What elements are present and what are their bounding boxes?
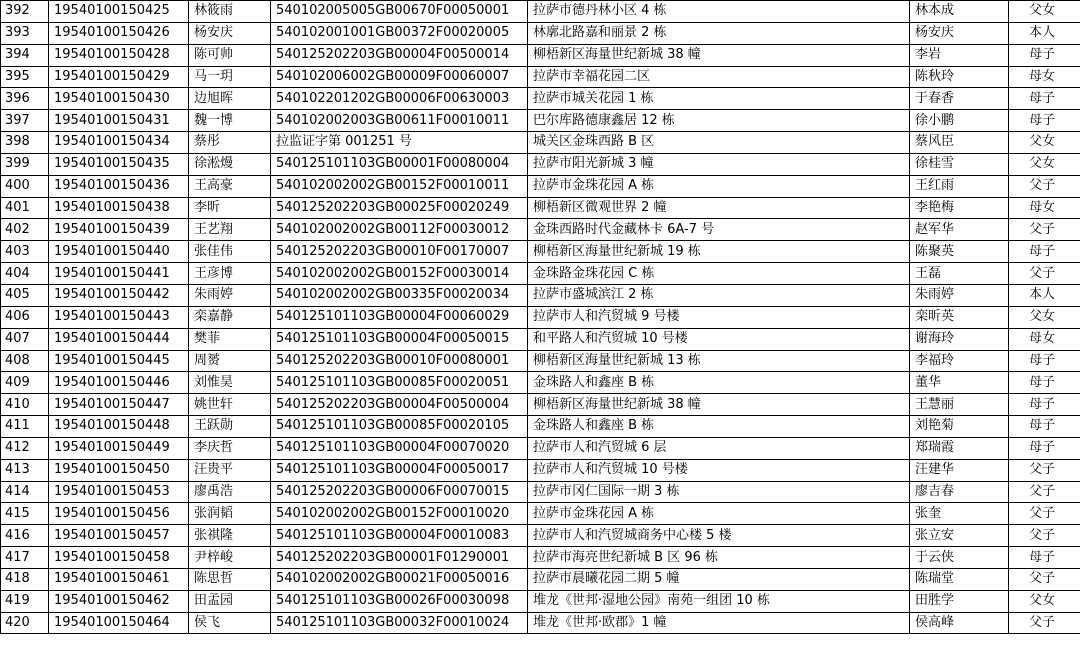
applicant-name-cell: 刘惟昊	[189, 372, 271, 394]
table-row	[1, 350, 1080, 372]
relationship-cell: 母子	[1009, 416, 1080, 438]
application-id-cell: 19540100150431	[49, 110, 189, 132]
application-id-cell: 19540100150435	[49, 153, 189, 175]
row-number-cell: 398	[1, 132, 49, 154]
relationship-cell: 父女	[1009, 132, 1080, 154]
property-owner-cell: 陈瑞堂	[910, 568, 1009, 590]
application-id-cell: 19540100150438	[49, 197, 189, 219]
row-number-cell: 396	[1, 88, 49, 110]
table-row	[1, 547, 1080, 569]
row-number-cell: 400	[1, 175, 49, 197]
certificate-number-cell: 540125202203GB00004F00500014	[271, 44, 528, 66]
table-row	[1, 44, 1080, 66]
certificate-number-cell: 540125202203GB00006F00070015	[271, 481, 528, 503]
property-owner-cell: 李福玲	[910, 350, 1009, 372]
address-cell: 拉萨市人和汽贸城 10 号楼	[528, 459, 910, 481]
address-cell: 柳梧新区海量世纪新城 38 幢	[528, 394, 910, 416]
address-cell: 巴尔库路德康鑫居 12 栋	[528, 110, 910, 132]
relationship-cell: 母子	[1009, 372, 1080, 394]
address-cell: 拉萨市城关花园 1 栋	[528, 88, 910, 110]
table-row	[1, 306, 1080, 328]
address-cell: 林廓北路嘉和丽景 2 栋	[528, 22, 910, 44]
applicant-name-cell: 李庆哲	[189, 437, 271, 459]
applicant-name-cell: 廖禹浩	[189, 481, 271, 503]
application-id-cell: 19540100150425	[49, 1, 189, 23]
certificate-number-cell: 540102002002GB00152F00030014	[271, 263, 528, 285]
property-owner-cell: 于春香	[910, 88, 1009, 110]
address-cell: 堆龙《世邦·欧郡》1 幢	[528, 612, 910, 634]
table-row	[1, 481, 1080, 503]
relationship-cell: 母子	[1009, 88, 1080, 110]
applicant-name-cell: 汪贵平	[189, 459, 271, 481]
row-number-cell: 417	[1, 547, 49, 569]
certificate-number-cell: 540125101103GB00004F00010083	[271, 525, 528, 547]
application-id-cell: 19540100150462	[49, 590, 189, 612]
relationship-cell: 父子	[1009, 503, 1080, 525]
certificate-number-cell: 540102002002GB00335F00020034	[271, 284, 528, 306]
table-row	[1, 612, 1080, 634]
application-id-cell: 19540100150444	[49, 328, 189, 350]
application-id-cell: 19540100150443	[49, 306, 189, 328]
application-id-cell: 19540100150449	[49, 437, 189, 459]
row-number-cell: 393	[1, 22, 49, 44]
applicant-name-cell: 林筱雨	[189, 1, 271, 23]
relationship-cell: 母子	[1009, 110, 1080, 132]
property-owner-cell: 于云侠	[910, 547, 1009, 569]
application-id-cell: 19540100150446	[49, 372, 189, 394]
certificate-number-cell: 540125101103GB00085F00020105	[271, 416, 528, 438]
table-row	[1, 22, 1080, 44]
relationship-cell: 父子	[1009, 481, 1080, 503]
address-cell: 拉萨市人和汽贸城商务中心楼 5 楼	[528, 525, 910, 547]
address-cell: 金珠西路时代金藏林卡 6A-7 号	[528, 219, 910, 241]
table-row	[1, 568, 1080, 590]
application-id-cell: 19540100150442	[49, 284, 189, 306]
row-number-cell: 394	[1, 44, 49, 66]
address-cell: 和平路人和汽贸城 10 号楼	[528, 328, 910, 350]
certificate-number-cell: 540102002003GB00611F00010011	[271, 110, 528, 132]
row-number-cell: 420	[1, 612, 49, 634]
certificate-number-cell: 540125101103GB00085F00020051	[271, 372, 528, 394]
table-body	[1, 1, 1080, 634]
application-id-cell: 19540100150450	[49, 459, 189, 481]
row-number-cell: 409	[1, 372, 49, 394]
row-number-cell: 413	[1, 459, 49, 481]
property-owner-cell: 谢海玲	[910, 328, 1009, 350]
address-cell: 金珠路人和鑫座 B 栋	[528, 416, 910, 438]
address-cell: 拉萨市金珠花园 A 栋	[528, 503, 910, 525]
row-number-cell: 405	[1, 284, 49, 306]
address-cell: 柳梧新区海量世纪新城 38 幢	[528, 44, 910, 66]
address-cell: 拉萨市晨曦花园二期 5 幢	[528, 568, 910, 590]
row-number-cell: 397	[1, 110, 49, 132]
relationship-cell: 父子	[1009, 612, 1080, 634]
relationship-cell: 母女	[1009, 328, 1080, 350]
relationship-cell: 父子	[1009, 568, 1080, 590]
table-row	[1, 525, 1080, 547]
relationship-cell: 本人	[1009, 22, 1080, 44]
table-row	[1, 284, 1080, 306]
applicant-name-cell: 王艺翔	[189, 219, 271, 241]
certificate-number-cell: 540125101103GB00026F00030098	[271, 590, 528, 612]
application-id-cell: 19540100150445	[49, 350, 189, 372]
row-number-cell: 392	[1, 1, 49, 23]
application-id-cell: 19540100150441	[49, 263, 189, 285]
application-id-cell: 19540100150457	[49, 525, 189, 547]
table-row	[1, 437, 1080, 459]
certificate-number-cell: 540125202203GB00025F00020249	[271, 197, 528, 219]
relationship-cell: 父女	[1009, 1, 1080, 23]
table-row	[1, 197, 1080, 219]
address-cell: 拉萨市德丹林小区 4 栋	[528, 1, 910, 23]
relationship-cell: 父子	[1009, 459, 1080, 481]
row-number-cell: 401	[1, 197, 49, 219]
certificate-number-cell: 540102005005GB00670F00050001	[271, 1, 528, 23]
application-id-cell: 19540100150458	[49, 547, 189, 569]
application-id-cell: 19540100150447	[49, 394, 189, 416]
table-row	[1, 241, 1080, 263]
property-owner-cell: 张奎	[910, 503, 1009, 525]
address-cell: 城关区金珠西路 B 区	[528, 132, 910, 154]
applicant-name-cell: 朱雨婷	[189, 284, 271, 306]
row-number-cell: 419	[1, 590, 49, 612]
property-owner-cell: 刘艳菊	[910, 416, 1009, 438]
row-number-cell: 418	[1, 568, 49, 590]
applicant-name-cell: 栾嘉静	[189, 306, 271, 328]
relationship-cell: 母女	[1009, 66, 1080, 88]
row-number-cell: 416	[1, 525, 49, 547]
row-number-cell: 412	[1, 437, 49, 459]
certificate-number-cell: 540102002002GB00152F00010020	[271, 503, 528, 525]
property-owner-cell: 蔡风臣	[910, 132, 1009, 154]
table-row	[1, 219, 1080, 241]
address-cell: 柳梧新区海量世纪新城 19 栋	[528, 241, 910, 263]
relationship-cell: 父子	[1009, 219, 1080, 241]
application-id-cell: 19540100150429	[49, 66, 189, 88]
row-number-cell: 407	[1, 328, 49, 350]
address-cell: 柳梧新区微观世界 2 幢	[528, 197, 910, 219]
property-owner-cell: 徐桂雪	[910, 153, 1009, 175]
row-number-cell: 395	[1, 66, 49, 88]
applicant-name-cell: 姚世轩	[189, 394, 271, 416]
row-number-cell: 415	[1, 503, 49, 525]
certificate-number-cell: 540125101103GB00001F00080004	[271, 153, 528, 175]
certificate-number-cell: 540125202203GB00004F00500004	[271, 394, 528, 416]
applicant-name-cell: 陈思哲	[189, 568, 271, 590]
applicant-name-cell: 樊菲	[189, 328, 271, 350]
address-cell: 拉萨市幸福花园二区	[528, 66, 910, 88]
applicant-name-cell: 魏一博	[189, 110, 271, 132]
table-row	[1, 328, 1080, 350]
certificate-number-cell: 540125202203GB00010F00080001	[271, 350, 528, 372]
property-owner-cell: 王磊	[910, 263, 1009, 285]
row-number-cell: 402	[1, 219, 49, 241]
property-owner-cell: 林本成	[910, 1, 1009, 23]
property-owner-cell: 徐小鹏	[910, 110, 1009, 132]
applicant-name-cell: 徐淞熳	[189, 153, 271, 175]
relationship-cell: 母子	[1009, 350, 1080, 372]
property-owner-cell: 廖吉春	[910, 481, 1009, 503]
address-cell: 金珠路金珠花园 C 栋	[528, 263, 910, 285]
application-id-cell: 19540100150464	[49, 612, 189, 634]
row-number-cell: 411	[1, 416, 49, 438]
relationship-cell: 父女	[1009, 306, 1080, 328]
property-owner-cell: 王红雨	[910, 175, 1009, 197]
relationship-cell: 母子	[1009, 437, 1080, 459]
certificate-number-cell: 540125101103GB00032F00010024	[271, 612, 528, 634]
property-owner-cell: 张立安	[910, 525, 1009, 547]
certificate-number-cell: 540102001001GB00372F00020005	[271, 22, 528, 44]
applicant-name-cell: 陈可帅	[189, 44, 271, 66]
address-cell: 拉萨市盛城滨江 2 栋	[528, 284, 910, 306]
applicant-name-cell: 张润韬	[189, 503, 271, 525]
applicant-name-cell: 王彦博	[189, 263, 271, 285]
property-owner-cell: 陈秋玲	[910, 66, 1009, 88]
row-number-cell: 410	[1, 394, 49, 416]
property-owner-cell: 汪建华	[910, 459, 1009, 481]
application-id-cell: 19540100150436	[49, 175, 189, 197]
applicant-name-cell: 王高豪	[189, 175, 271, 197]
property-owner-cell: 董华	[910, 372, 1009, 394]
applicant-name-cell: 尹梓峻	[189, 547, 271, 569]
applicant-name-cell: 蔡彤	[189, 132, 271, 154]
table-row	[1, 88, 1080, 110]
property-owner-cell: 侯高峰	[910, 612, 1009, 634]
certificate-number-cell: 540102002002GB00112F00030012	[271, 219, 528, 241]
application-id-cell: 19540100150453	[49, 481, 189, 503]
property-owner-cell: 李岩	[910, 44, 1009, 66]
application-id-cell: 19540100150430	[49, 88, 189, 110]
applicant-name-cell: 王跃勋	[189, 416, 271, 438]
certificate-number-cell: 540125202203GB00010F00170007	[271, 241, 528, 263]
applicant-name-cell: 马一玥	[189, 66, 271, 88]
relationship-cell: 母子	[1009, 394, 1080, 416]
address-cell: 拉萨市金珠花园 A 栋	[528, 175, 910, 197]
application-id-cell: 19540100150461	[49, 568, 189, 590]
address-cell: 金珠路人和鑫座 B 栋	[528, 372, 910, 394]
table-row	[1, 590, 1080, 612]
certificate-number-cell: 540102201202GB00006F00630003	[271, 88, 528, 110]
row-number-cell: 399	[1, 153, 49, 175]
certificate-number-cell: 540125101103GB00004F00050017	[271, 459, 528, 481]
property-owner-cell: 栾昕英	[910, 306, 1009, 328]
table-row	[1, 416, 1080, 438]
table-row	[1, 132, 1080, 154]
relationship-cell: 本人	[1009, 284, 1080, 306]
application-id-cell: 19540100150448	[49, 416, 189, 438]
property-owner-cell: 李艳梅	[910, 197, 1009, 219]
table-row	[1, 1, 1080, 23]
application-id-cell: 19540100150426	[49, 22, 189, 44]
applicant-name-cell: 张佳伟	[189, 241, 271, 263]
table-row	[1, 175, 1080, 197]
applicant-name-cell: 侯飞	[189, 612, 271, 634]
property-owner-cell: 杨安庆	[910, 22, 1009, 44]
row-number-cell: 404	[1, 263, 49, 285]
certificate-number-cell: 540125101103GB00004F00070020	[271, 437, 528, 459]
application-id-cell: 19540100150456	[49, 503, 189, 525]
applicant-name-cell: 边旭晖	[189, 88, 271, 110]
table-row	[1, 66, 1080, 88]
certificate-number-cell: 540102002002GB00152F00010011	[271, 175, 528, 197]
table-row	[1, 263, 1080, 285]
address-cell: 拉萨市阳光新城 3 幢	[528, 153, 910, 175]
address-cell: 堆龙《世邦·湿地公园》南苑一组团 10 栋	[528, 590, 910, 612]
application-id-cell: 19540100150434	[49, 132, 189, 154]
row-number-cell: 406	[1, 306, 49, 328]
row-number-cell: 403	[1, 241, 49, 263]
applicant-name-cell: 张祺隆	[189, 525, 271, 547]
address-cell: 拉萨市海亮世纪新城 B 区 96 栋	[528, 547, 910, 569]
certificate-number-cell: 540102006002GB00009F00060007	[271, 66, 528, 88]
certificate-number-cell: 拉监证字第 001251 号	[271, 132, 528, 154]
property-owner-cell: 朱雨婷	[910, 284, 1009, 306]
relationship-cell: 父女	[1009, 590, 1080, 612]
address-cell: 拉萨市冈仁国际一期 3 栋	[528, 481, 910, 503]
property-owner-cell: 王慧丽	[910, 394, 1009, 416]
table-row	[1, 110, 1080, 132]
table-row	[1, 394, 1080, 416]
row-number-cell: 414	[1, 481, 49, 503]
relationship-cell: 父女	[1009, 153, 1080, 175]
relationship-cell: 母女	[1009, 197, 1080, 219]
property-owner-cell: 田胜学	[910, 590, 1009, 612]
application-id-cell: 19540100150428	[49, 44, 189, 66]
relationship-cell: 父子	[1009, 525, 1080, 547]
application-id-cell: 19540100150439	[49, 219, 189, 241]
certificate-number-cell: 540102002002GB00021F00050016	[271, 568, 528, 590]
relationship-cell: 父子	[1009, 263, 1080, 285]
address-cell: 拉萨市人和汽贸城 6 层	[528, 437, 910, 459]
certificate-number-cell: 540125202203GB00001F01290001	[271, 547, 528, 569]
table-row	[1, 372, 1080, 394]
property-owner-cell: 赵军华	[910, 219, 1009, 241]
table-row	[1, 153, 1080, 175]
applicant-name-cell: 田孟园	[189, 590, 271, 612]
certificate-number-cell: 540125101103GB00004F00050015	[271, 328, 528, 350]
property-owner-cell: 陈聚英	[910, 241, 1009, 263]
relationship-cell: 母子	[1009, 44, 1080, 66]
applicant-name-cell: 杨安庆	[189, 22, 271, 44]
row-number-cell: 408	[1, 350, 49, 372]
certificate-number-cell: 540125101103GB00004F00060029	[271, 306, 528, 328]
relationship-cell: 父子	[1009, 175, 1080, 197]
table-row	[1, 459, 1080, 481]
address-cell: 柳梧新区海量世纪新城 13 栋	[528, 350, 910, 372]
address-cell: 拉萨市人和汽贸城 9 号楼	[528, 306, 910, 328]
application-id-cell: 19540100150440	[49, 241, 189, 263]
applicant-name-cell: 周赟	[189, 350, 271, 372]
relationship-cell: 母子	[1009, 547, 1080, 569]
applicant-name-cell: 李昕	[189, 197, 271, 219]
relationship-cell: 母子	[1009, 241, 1080, 263]
table-row	[1, 503, 1080, 525]
property-owner-cell: 郑瑞霞	[910, 437, 1009, 459]
